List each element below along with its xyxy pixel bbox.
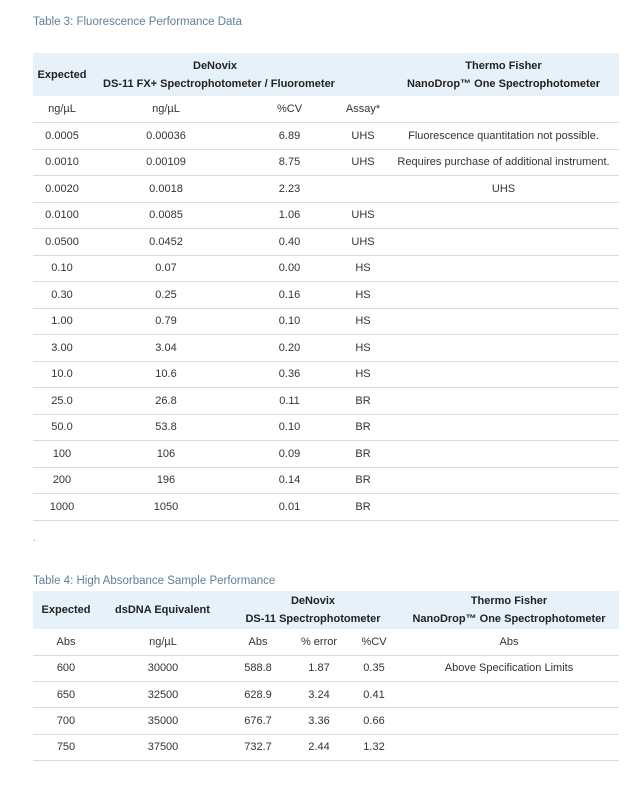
table-row	[33, 494, 619, 521]
cell: 30000	[147, 662, 179, 675]
cell: 0.07	[155, 262, 177, 275]
cell: 0.30	[51, 288, 73, 301]
thermo-header	[388, 53, 619, 96]
cell: 25.0	[51, 394, 73, 407]
table4-caption: Table 4: High Absorbance Sample Performance	[33, 575, 276, 587]
table-row	[33, 255, 619, 282]
dsdna-header: dsDNA Equivalent	[99, 591, 227, 629]
thermo-note: UHS	[491, 182, 516, 195]
unit-cell: ng/µL	[48, 103, 76, 115]
cell	[388, 414, 619, 441]
cell: 0.01	[278, 500, 301, 513]
unit-cell: Abs	[499, 635, 519, 648]
table-row	[33, 414, 619, 441]
cell: 0.0018	[149, 182, 183, 195]
cell: 600	[56, 662, 76, 675]
cell	[399, 708, 619, 734]
table-row	[33, 335, 619, 362]
table-row	[33, 708, 619, 734]
cell	[338, 176, 388, 203]
cell: 3.24	[308, 688, 330, 701]
cell: BR	[355, 394, 371, 407]
cell: 628.9	[244, 688, 272, 701]
cell: UHS	[351, 156, 375, 169]
expected-header: Expected	[33, 53, 91, 96]
cell: 10.0	[51, 368, 73, 381]
table4-header-row	[33, 591, 619, 629]
unit-cell: %CV	[361, 635, 387, 648]
cell: 2.23	[278, 182, 301, 195]
cell	[388, 255, 619, 282]
unit-cell: ng/µL	[149, 635, 177, 648]
cell: 0.09	[278, 447, 301, 460]
cell: 0.20	[278, 341, 301, 354]
cell: 26.8	[155, 394, 177, 407]
denovix-header-line2: DS-11 FX+ Spectrophotometer / Fluorometer	[103, 77, 335, 90]
cell: BR	[355, 421, 371, 434]
thermo-note: Requires purchase of additional instrument.	[397, 156, 610, 169]
cell: 6.89	[278, 129, 301, 142]
cell: 0.11	[279, 394, 300, 407]
unit-cell: Abs	[248, 635, 268, 648]
table-row	[33, 149, 619, 176]
cell: 196	[156, 474, 176, 487]
unit-cell	[388, 96, 619, 123]
cell	[388, 335, 619, 362]
cell: 750	[56, 741, 76, 754]
cell: HS	[355, 288, 371, 301]
cell: HS	[355, 341, 371, 354]
cell	[399, 734, 619, 760]
table-row	[33, 229, 619, 256]
cell: HS	[355, 315, 371, 328]
table-row	[33, 388, 619, 415]
denovix-header	[91, 53, 388, 96]
cell: 8.75	[278, 156, 301, 169]
table-row	[33, 123, 619, 150]
cell: 1000	[49, 500, 75, 513]
cell: 53.8	[155, 421, 177, 434]
cell: 732.7	[244, 741, 272, 754]
cell: 0.0452	[149, 235, 183, 248]
cell	[388, 282, 619, 309]
table-row	[33, 441, 619, 468]
thermo-header-line1: Thermo Fisher	[470, 595, 548, 607]
table3-header-row	[33, 53, 619, 96]
cell	[399, 682, 619, 708]
cell: 0.0100	[45, 209, 79, 222]
cell: 3.00	[51, 341, 73, 354]
thermo-header-line2: NanoDrop™ One Spectrophotometer	[412, 613, 606, 625]
denovix-header	[227, 591, 399, 629]
thermo-note: Above Specification Limits	[444, 662, 574, 675]
cell: 3.36	[308, 715, 330, 728]
table-row	[33, 734, 619, 760]
cell: BR	[355, 447, 371, 460]
expected-header: Expected	[33, 591, 99, 629]
cell: 50.0	[51, 421, 73, 434]
table-row	[33, 176, 619, 203]
cell: 0.10	[278, 315, 301, 328]
cell: 700	[56, 715, 76, 728]
cell: 1050	[153, 500, 179, 513]
cell: UHS	[351, 235, 375, 248]
cell: 1.00	[51, 315, 73, 328]
thermo-header-line1: Thermo Fisher	[465, 59, 542, 72]
table-row	[33, 682, 619, 708]
cell: UHS	[351, 129, 375, 142]
cell: 1.06	[278, 209, 301, 222]
unit-cell: %CV	[276, 103, 303, 115]
unit-cell: % error	[300, 635, 338, 648]
cell	[388, 467, 619, 494]
high-absorbance-table	[33, 591, 619, 761]
cell: 0.36	[278, 368, 301, 381]
cell: 0.41	[363, 688, 385, 701]
cell: 676.7	[244, 715, 272, 728]
cell: 0.00	[278, 262, 301, 275]
cell: 0.25	[155, 288, 177, 301]
table-row	[33, 282, 619, 309]
denovix-header-line1: DeNovix	[290, 595, 336, 607]
cell: 0.79	[155, 315, 177, 328]
cell: 37500	[147, 741, 179, 754]
cell: 0.16	[278, 288, 301, 301]
table-row	[33, 655, 619, 681]
table-row	[33, 467, 619, 494]
cell	[388, 494, 619, 521]
cell: 200	[52, 474, 72, 487]
unit-cell: Assay*	[345, 103, 381, 115]
cell: HS	[355, 262, 371, 275]
thermo-note: Fluorescence quantitation not possible.	[408, 129, 599, 142]
cell: 0.35	[363, 662, 385, 675]
table4-units-row	[33, 629, 619, 655]
thermo-header	[399, 591, 619, 629]
table3-units-row	[33, 96, 619, 123]
cell: 0.10	[51, 262, 73, 275]
cell: 0.00109	[146, 156, 186, 169]
cell: 588.8	[244, 662, 272, 675]
table-row	[33, 361, 619, 388]
cell: 106	[156, 447, 176, 460]
cell: BR	[355, 474, 371, 487]
cell: 0.10	[278, 421, 301, 434]
unit-cell: ng/µL	[152, 103, 180, 115]
cell: 0.0010	[45, 156, 79, 169]
cell	[388, 361, 619, 388]
thermo-header-line2: NanoDrop™ One Spectrophotometer	[406, 77, 601, 90]
denovix-header-line1: DeNovix	[193, 59, 238, 72]
cell: 32500	[147, 688, 179, 701]
cell: 2.44	[308, 741, 330, 754]
cell: 0.40	[278, 235, 301, 248]
denovix-header-line2: DS-11 Spectrophotometer	[245, 613, 381, 625]
fluorescence-performance-table	[33, 53, 619, 521]
cell: 1.87	[308, 662, 330, 675]
cell: 0.14	[278, 474, 301, 487]
cell: 1.32	[363, 741, 385, 754]
cell	[388, 388, 619, 415]
cell	[388, 308, 619, 335]
cell	[388, 202, 619, 229]
cell	[388, 441, 619, 468]
cell: 10.6	[155, 368, 177, 381]
cell: 0.0005	[45, 129, 79, 142]
cell	[388, 229, 619, 256]
cell: 0.00036	[146, 129, 186, 142]
table-row	[33, 308, 619, 335]
cell: HS	[355, 368, 371, 381]
cell: 0.0500	[45, 235, 79, 248]
cell: 0.0085	[149, 209, 183, 222]
cell: 0.0020	[45, 182, 79, 195]
cell: 3.04	[155, 341, 177, 354]
unit-cell: Abs	[56, 635, 76, 648]
cell: 100	[52, 447, 72, 460]
cell: BR	[355, 500, 371, 513]
cell: 650	[56, 688, 76, 701]
table3-caption: Table 3: Fluorescence Performance Data	[33, 16, 243, 28]
cell: 0.66	[363, 715, 385, 728]
cell: UHS	[351, 209, 375, 222]
separator-dot: .	[33, 532, 37, 544]
table-row	[33, 202, 619, 229]
cell: 35000	[147, 715, 179, 728]
